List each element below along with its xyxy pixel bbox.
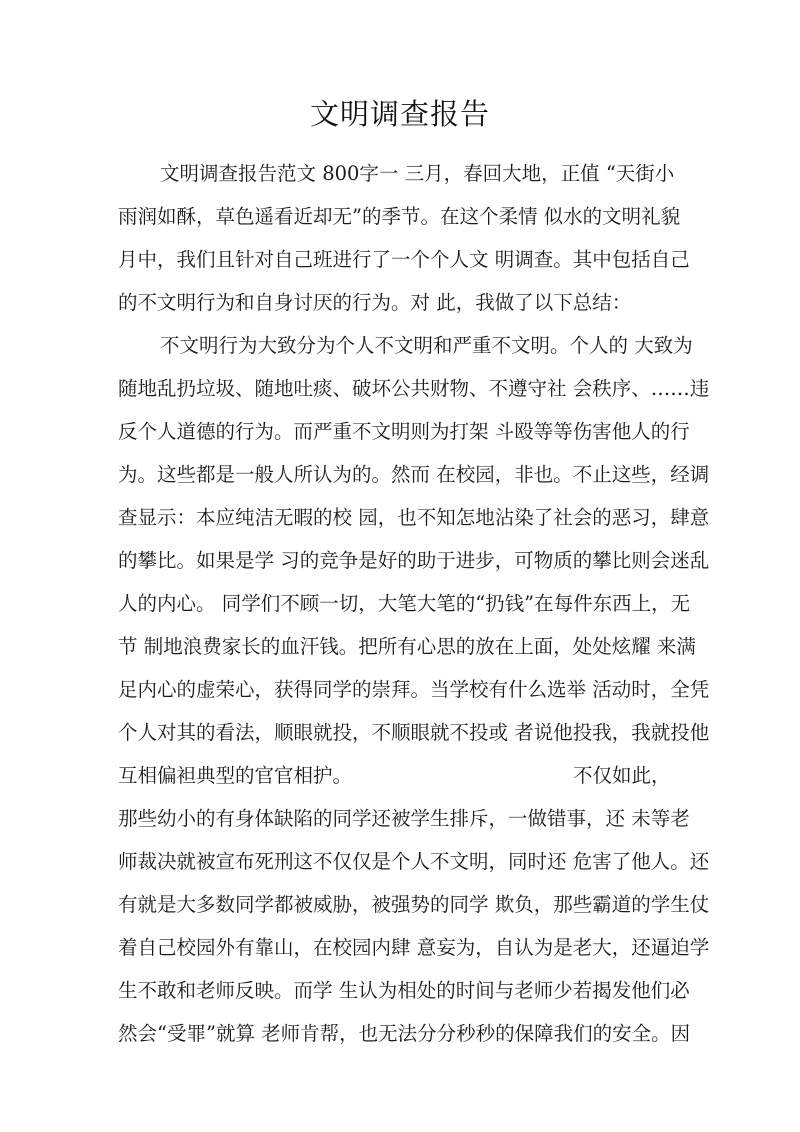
body-line: 不文明行为大致分为个人不文明和严重不文明。个人的 大致为 (160, 334, 693, 357)
body-line: 反个人道德的行为。而严重不文明则为打架 斗殴等等伤害他人的行 (118, 420, 690, 443)
body-line: 随地乱扔垃圾、随地吐痰、破坏公共财物、不遵守社 会秩序、……违 (118, 377, 710, 400)
body-line: 的不文明行为和自身讨厌的行为。对 此，我做了以下总结： (118, 291, 632, 314)
body-line: 互相偏袒典型的官官相护。 (118, 764, 353, 787)
body-line: 然会“受罪”就算 老师肯帮，也无法分分秒秒的保障我们的安全。因 (118, 1022, 691, 1045)
body-line: 查显示：本应纯洁无暇的校 园，也不知怎地沾染了社会的恶习，肆意 (118, 506, 710, 529)
body-line: 那些幼小的有身体缺陷的同学还被学生排斥，一做错事，还 未等老 (118, 807, 690, 830)
body-line: 的攀比。如果是学 习的竞争是好的助于进步，可物质的攀比则会迷乱 (118, 549, 710, 572)
body-line: 月中，我们且针对自己班进行了一个个人文 明调查。其中包括自己 (118, 248, 690, 271)
document-title: 文明调查报告 (309, 97, 490, 131)
body-line: 为。这些都是一般人所认为的。然而 在校园，非也。不止这些，经调 (118, 463, 710, 486)
body-line: 人的内心。 同学们不顾一切，大笔大笔的“扔钱”在每件东西上，无 (118, 592, 691, 615)
body-line: 个人对其的看法，顺眼就投，不顺眼就不投或 者说他投我，我就投他 (118, 721, 710, 744)
body-line: 有就是大多数同学都被威胁，被强势的同学 欺负，那些霸道的学生仗 (118, 893, 710, 916)
body-line: 生不敢和老师反映。而学 生认为相处的时间与老师少若揭发他们必 (118, 979, 690, 1002)
body-line: 不仅如此， (573, 764, 671, 787)
body-line: 师裁决就被宣布死刑这不仅仅是个人不文明，同时还 危害了他人。还 (118, 850, 710, 873)
body-line: 雨润如酥，草色遥看近却无”的季节。在这个柔情 似水的文明礼貌 (118, 205, 681, 228)
body-line: 足内心的虚荣心，获得同学的崇拜。当学校有什么选举 活动时，全凭 (118, 678, 710, 701)
body-line: 文明调查报告范文 800字一 三月，春回大地，正值 “天街小 (160, 162, 675, 185)
body-line: 着自己校园外有靠山，在校园内肆 意妄为，自认为是老大，还逼迫学 (118, 936, 710, 959)
body-line: 节 制地浪费家长的血汗钱。把所有心思的放在上面，处处炫耀 来满 (118, 635, 696, 658)
